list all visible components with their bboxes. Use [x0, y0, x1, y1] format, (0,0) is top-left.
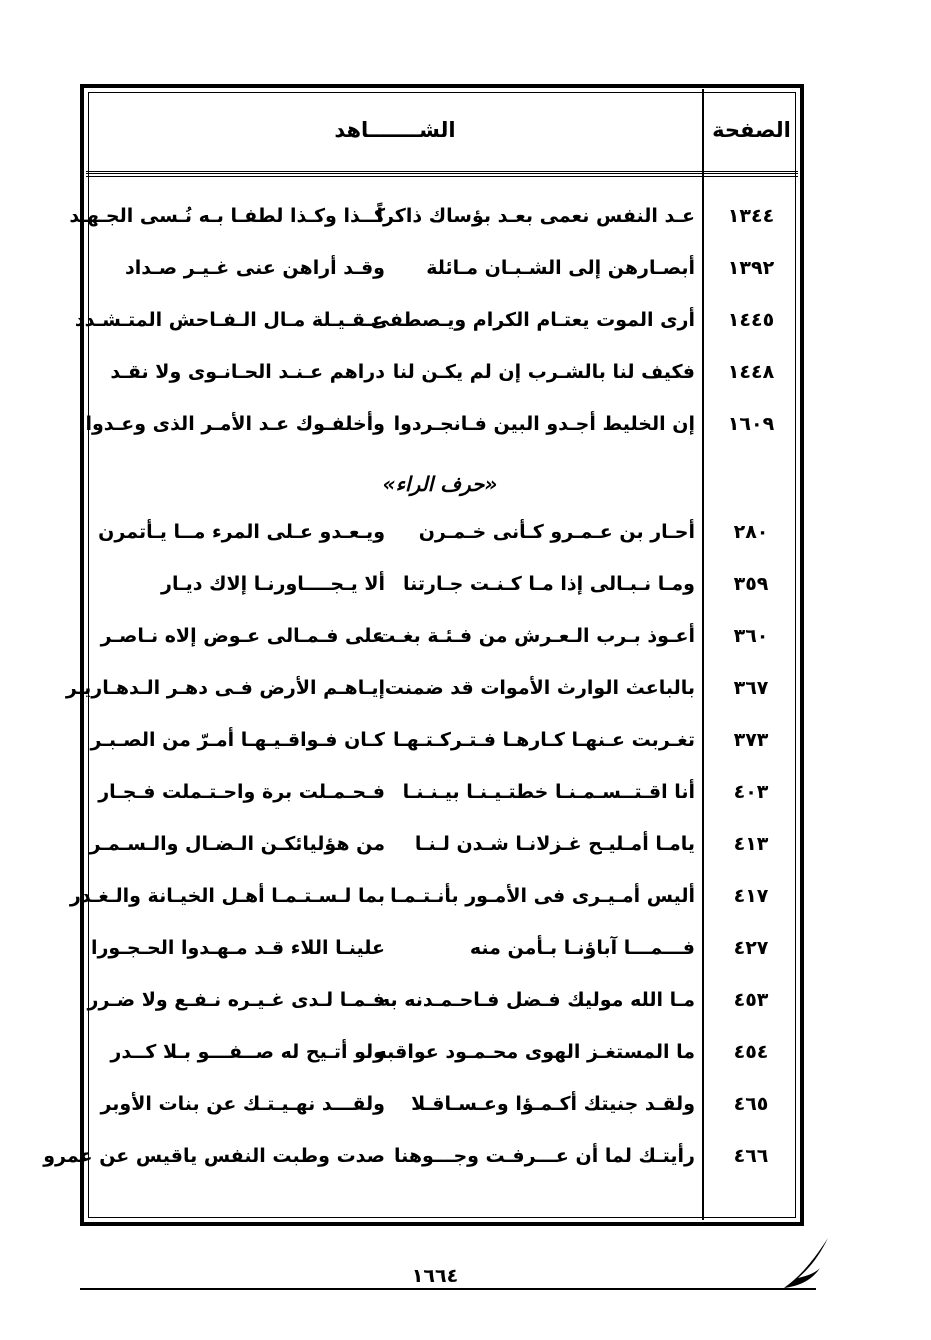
table-row: [43, 1136, 790, 1176]
table-row: [85, 404, 790, 444]
page-ref: ٤٥٣: [733, 989, 769, 1011]
verse-first-hemistich: أبصـارهن إلى الشـبـان مـائلة: [426, 257, 695, 279]
table-row: [90, 616, 790, 656]
verse-second-hemistich: ولو أتـيح له صــفـــو بـلا كــدر: [110, 1041, 385, 1063]
page-column-header: الصفحة: [712, 118, 791, 142]
page-ref: ٣٧٣: [733, 729, 769, 751]
verse-first-hemistich: إن الخليط أجـدو البين فـانجـردوا: [393, 413, 695, 435]
quill-icon: [776, 1232, 836, 1292]
table-row: [90, 772, 790, 812]
verse-second-hemistich: من هؤليائكـن الـضـال والـسـمـر: [89, 833, 385, 855]
table-row: [87, 980, 790, 1020]
verse-second-hemistich: صدت وطبت النفس ياقيس عن عمرو: [43, 1145, 385, 1167]
page-ref: ٣٦٧: [733, 677, 769, 699]
verse-first-hemistich: أنا اقـتــسـمـنـا خطتـيـنـا بيـنـنـا: [402, 781, 695, 803]
verse-first-hemistich: مـا الله موليك فـضل فـاحـمـدنه به: [378, 989, 695, 1011]
page-ref: ٤٦٦: [733, 1145, 769, 1167]
verse-first-hemistich: ومـا نـبـالى إذا مـا كـنـت جـارتنا: [402, 573, 695, 595]
verse-second-hemistich: وقـد أراهن عنى غـيـر صـداد: [124, 257, 385, 279]
verse-second-hemistich: كــذا وكـذا لطفـا بـه نُـسى الجـهـد: [69, 205, 385, 227]
table-row: [90, 248, 790, 288]
section-title: «حرف الراء»: [382, 472, 498, 496]
table-row: [90, 1084, 790, 1124]
verse-second-hemistich: ألا يـجــــاورنـا إلاك ديـار: [161, 573, 385, 595]
verse-second-hemistich: بما لـسـتـمـا أهـل الخيـانة والـغـدر: [69, 885, 385, 907]
page-ref: ١٣٤٤: [727, 205, 775, 227]
table-row: [69, 196, 790, 236]
page-number: ١٦٦٤: [411, 1265, 459, 1287]
page-ref: ٣٥٩: [733, 573, 769, 595]
table-row: [90, 720, 790, 760]
verse-second-hemistich: علينـا اللاء قـد مـهـدوا الحـجـورا: [90, 937, 385, 959]
verse-first-hemistich: تغـربت عـنهـا كـارهـا فـتـركـتـهـا: [392, 729, 695, 751]
verse-first-hemistich: ما المستغـز الهوى محـمـود عواقبه: [375, 1041, 695, 1063]
page-ref: ١٤٤٥: [727, 309, 775, 331]
verse-second-hemistich: فـحـمـلت برة واحـتـملت فـجـار: [98, 781, 385, 803]
table-row: [90, 352, 790, 392]
verse-second-hemistich: إيـاهـم الأرض فـى دهـر الـدهـاريـر: [65, 677, 385, 699]
verse-second-hemistich: ويـعـدو عـلى المرء مــا يـأتمرن: [98, 521, 385, 543]
verse-column-header: الشـــــــاهد: [334, 118, 456, 142]
table-row: [90, 928, 790, 968]
page-ref: ٤١٣: [733, 833, 769, 855]
verse-first-hemistich: رأيتـك لما أن عـــرفـت وجـــوهنا: [393, 1145, 695, 1167]
verse-first-hemistich: ولقـد جنيتك أكـمـؤا وعـسـاقـلا: [411, 1093, 695, 1115]
verse-second-hemistich: ولقـــد نهـيـتـك عن بنات الأوبر: [100, 1093, 385, 1115]
footer-rule: [80, 1288, 780, 1290]
table-row: [90, 824, 790, 864]
page-ref: ٤٢٧: [733, 937, 769, 959]
page-ref: ٤٠٣: [733, 781, 769, 803]
verse-second-hemistich: فـمـا لـدى غـيـره نـفـع ولا ضـرر: [87, 989, 385, 1011]
verse-second-hemistich: دراهم عـنـد الحـانـوى ولا نقـد: [110, 361, 385, 383]
table-row: [90, 512, 790, 552]
verse-first-hemistich: بالباعث الوارث الأموات قد ضمنت: [384, 677, 695, 699]
verse-second-hemistich: عـقـيـلة مـال الـفـاحش المتـشـدد: [74, 309, 385, 331]
page-ref: ١٤٤٨: [727, 361, 775, 383]
verse-first-hemistich: أعـوذ بـرب الـعـرش من فـئـة بغـت: [376, 625, 695, 647]
verse-second-hemistich: وأخلفـوك عـد الأمـر الذى وعـدوا: [85, 413, 385, 435]
verse-first-hemistich: أحـار بن عـمـرو كـأنى خـمـرن: [418, 521, 695, 543]
verse-second-hemistich: كـان فـواقـيـهـا أمـرّ من الصـبـر: [90, 729, 385, 751]
table-row: [90, 564, 790, 604]
verse-first-hemistich: فكيف لنا بالشـرب إن لم يكـن لنا: [392, 361, 695, 383]
page-ref: ١٦٠٩: [727, 413, 775, 435]
verse-first-hemistich: عـد النفس نعمى بعـد بؤساك ذاكراً: [376, 205, 695, 227]
verse-first-hemistich: أرى الموت يعتـام الكرام ويـصطفى: [370, 309, 695, 331]
header-rule: [86, 171, 798, 174]
page-ref: ٤٥٤: [733, 1041, 769, 1063]
verse-second-hemistich: على فـمـالى عـوض إلاه نـاصـر: [100, 625, 385, 647]
header-rule-inner: [86, 176, 798, 177]
verse-first-hemistich: أليس أمـيـرى فى الأمـور بأنـتـمـا: [390, 885, 695, 907]
page-ref: ١٣٩٢: [727, 257, 775, 279]
page-ref: ٢٨٠: [733, 521, 769, 543]
table-row: [69, 876, 790, 916]
table-row: [65, 668, 790, 708]
table-row: [90, 1032, 790, 1072]
page-ref: ٤١٧: [733, 885, 769, 907]
verse-first-hemistich: يامـا أمـليـح غـزلانـا شـدن لـنـا: [414, 833, 695, 855]
page-ref: ٣٦٠: [733, 625, 769, 647]
verse-first-hemistich: فـــمـــا آباؤنـا بـأمن منه: [469, 937, 695, 959]
page-ref: ٤٦٥: [733, 1093, 769, 1115]
table-row: [74, 300, 790, 340]
